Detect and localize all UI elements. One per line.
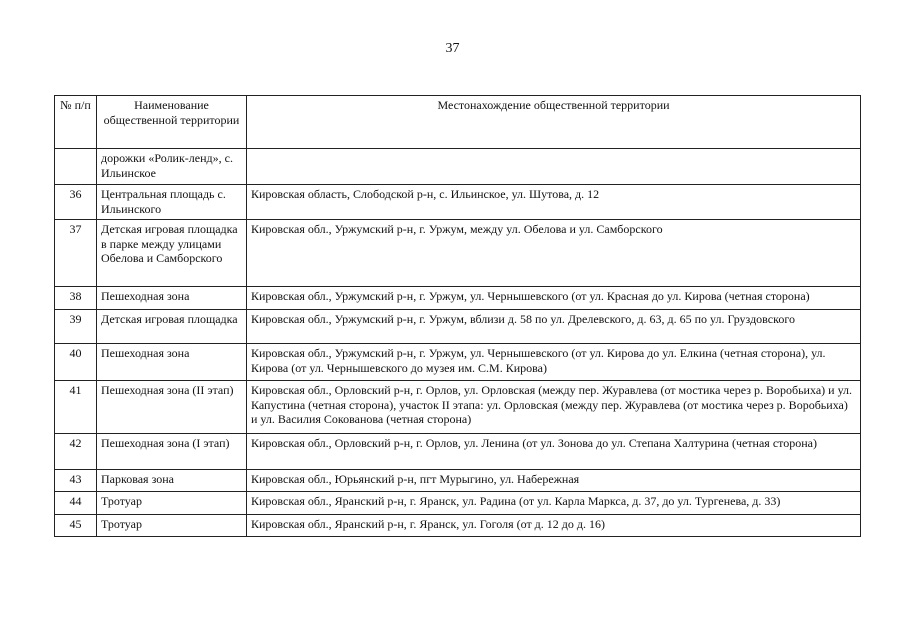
row-num: 39 bbox=[55, 310, 97, 344]
row-name: Тротуар bbox=[97, 515, 247, 537]
row-name: Парковая зона bbox=[97, 470, 247, 492]
table-row bbox=[55, 344, 861, 381]
table-row bbox=[55, 515, 861, 537]
row-num: 38 bbox=[55, 287, 97, 310]
row-name: Детская игровая площадка bbox=[97, 310, 247, 344]
territories-table bbox=[54, 95, 861, 537]
header-location: Местонахождение общественной территории bbox=[247, 96, 861, 149]
row-name: Пешеходная зона bbox=[97, 344, 247, 381]
row-name: Пешеходная зона (II этап) bbox=[97, 381, 247, 434]
row-location: Кировская обл., Уржумский р-н, г. Уржум, ул. Чернышевского (от ул. Красная до ул. Кирова (четная сторона) bbox=[247, 287, 861, 310]
page-number: 37 bbox=[445, 41, 460, 56]
row-location: Кировская обл., Орловский р-н, г. Орлов, ул. Орловская (между пер. Журавлева (от мостика через р. Воробьиха) и ул. Капустина (четная сторона), участок II этапа: ул. Орловская (между пер. Журавлева (от мостика через р. Воробьиха) и ул. Василия Сокованова (четная сторона) bbox=[247, 381, 861, 434]
table-row bbox=[55, 381, 861, 434]
header-num: № п/п bbox=[55, 96, 97, 149]
row-name: Детская игровая площадка в парке между улицами Обелова и Самборского bbox=[97, 220, 247, 287]
row-num: 42 bbox=[55, 434, 97, 470]
row-num: 44 bbox=[55, 492, 97, 515]
row-name: Пешеходная зона (I этап) bbox=[97, 434, 247, 470]
row-num: 43 bbox=[55, 470, 97, 492]
table-row bbox=[55, 434, 861, 470]
row-location: Кировская обл., Уржумский р-н, г. Уржум, ул. Чернышевского (от ул. Кирова до ул. Елкина (четная сторона), ул. Кирова (от ул. Чернышевского до музея им. С.М. Кирова) bbox=[247, 344, 861, 381]
row-location: Кировская обл., Яранский р-н, г. Яранск, ул. Гоголя (от д. 12 до д. 16) bbox=[247, 515, 861, 537]
table-row bbox=[55, 310, 861, 344]
table-header-row bbox=[55, 96, 861, 149]
table-row bbox=[55, 287, 861, 310]
row-num: 40 bbox=[55, 344, 97, 381]
row-num: 37 bbox=[55, 220, 97, 287]
row-name: Пешеходная зона bbox=[97, 287, 247, 310]
header-name: Наименование общественной территории bbox=[97, 96, 247, 149]
row-num bbox=[55, 149, 97, 185]
row-name: дорожки «Ролик-ленд», с. Ильинское bbox=[97, 149, 247, 185]
row-name: Центральная площадь с. Ильинского bbox=[97, 185, 247, 220]
table-row bbox=[55, 470, 861, 492]
row-name: Тротуар bbox=[97, 492, 247, 515]
row-num: 45 bbox=[55, 515, 97, 537]
row-num: 36 bbox=[55, 185, 97, 220]
row-location: Кировская область, Слободской р-н, с. Ильинское, ул. Шутова, д. 12 bbox=[247, 185, 861, 220]
table-row bbox=[55, 492, 861, 515]
row-location bbox=[247, 149, 861, 185]
row-location: Кировская обл., Яранский р-н, г. Яранск, ул. Радина (от ул. Карла Маркса, д. 37, до ул. Тургенева, д. 33) bbox=[247, 492, 861, 515]
table-row bbox=[55, 185, 861, 220]
row-location: Кировская обл., Уржумский р-н, г. Уржум, между ул. Обелова и ул. Самборского bbox=[247, 220, 861, 287]
table-row bbox=[55, 149, 861, 185]
row-location: Кировская обл., Уржумский р-н, г. Уржум, вблизи д. 58 по ул. Дрелевского, д. 63, д. 65 по ул. Груздовского bbox=[247, 310, 861, 344]
row-num: 41 bbox=[55, 381, 97, 434]
table-row bbox=[55, 220, 861, 287]
row-location: Кировская обл., Орловский р-н, г. Орлов, ул. Ленина (от ул. Зонова до ул. Степана Халтурина (четная сторона) bbox=[247, 434, 861, 470]
row-location: Кировская обл., Юрьянский р-н, пгт Мурыгино, ул. Набережная bbox=[247, 470, 861, 492]
